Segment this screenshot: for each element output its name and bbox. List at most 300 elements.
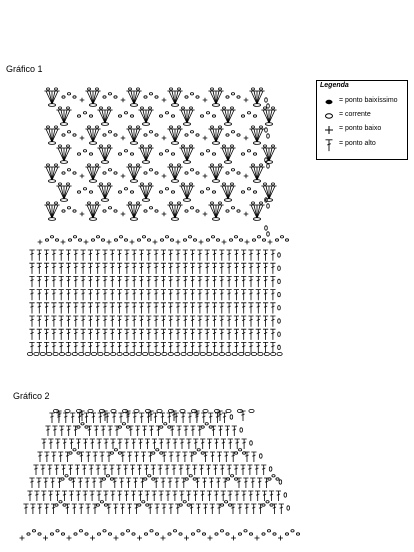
double-crochet-stitch [97,439,102,449]
double-crochet-stitch [227,316,232,327]
double-crochet-stitch [124,491,129,501]
double-crochet-stitch [263,276,268,287]
double-crochet-stitch [240,465,245,475]
double-crochet-stitch [256,342,261,353]
chain-loop [191,530,205,536]
chain-loop [62,207,76,213]
chain-stitch [278,319,281,323]
legend-title: Legenda [320,82,349,89]
double-crochet-stitch [37,504,42,514]
double-crochet-stitch [158,465,163,475]
double-crochet-stitch [183,329,188,340]
double-crochet-stitch [110,263,115,274]
double-crochet-stitch [44,303,49,314]
single-crochet-stitch [222,240,227,245]
chart2-title: Gráfico 2 [13,391,50,401]
double-crochet-stitch [210,504,215,514]
double-crochet-stitch [95,263,100,274]
double-crochet-stitch [78,478,83,488]
double-crochet-stitch [131,439,136,449]
double-crochet-stitch [95,250,100,261]
double-crochet-stitch [108,426,113,436]
shell-cluster [44,88,59,107]
double-crochet-stitch [234,290,239,301]
double-crochet-stitch [161,504,166,514]
chain-loop [144,530,158,536]
chain-stitch [134,409,139,412]
double-crochet-stitch [190,303,195,314]
double-crochet-stitch [132,329,137,340]
double-crochet-stitch [185,465,190,475]
chain-stitch [240,428,243,432]
double-crochet-stitch [207,439,212,449]
chain-stitch [278,266,281,270]
shell-cluster [249,126,264,145]
chain-loop [229,236,242,242]
double-crochet-stitch [102,329,107,340]
double-crochet-stitch [168,329,173,340]
double-crochet-stitch [212,329,217,340]
double-crochet-stitch [132,276,137,287]
double-crochet-stitch [51,290,56,301]
double-crochet-stitch [72,504,77,514]
double-crochet-stitch [51,250,56,261]
chain-stitch [187,352,192,355]
double-crochet-stitch [161,250,166,261]
double-crochet-stitch [216,478,221,488]
double-crochet-stitch [254,465,259,475]
chain-stitch [226,352,231,355]
shell-cluster [138,145,153,164]
double-crochet-stitch [139,276,144,287]
single-crochet-stitch [244,212,249,217]
double-crochet-stitch [135,426,140,436]
chain-stitch [27,352,32,355]
double-crochet-stitch [212,263,217,274]
double-crochet-stitch [73,342,78,353]
double-crochet-stitch [234,316,239,327]
double-crochet-stitch [154,290,159,301]
chain-loop [159,188,174,194]
double-crochet-stitch [73,290,78,301]
double-crochet-stitch [89,465,94,475]
shell-cluster [126,88,141,107]
shell-cluster [249,88,264,107]
double-crochet-stitch [45,426,50,436]
chain-loop [144,131,158,137]
double-crochet-stitch [117,303,122,314]
double-crochet-stitch [48,491,53,501]
double-crochet-stitch [79,504,84,514]
double-crochet-stitch [95,342,100,353]
chain-loop [103,169,117,175]
chain-loop [103,93,117,99]
double-crochet-stitch [83,439,88,449]
chain-loop [183,236,196,242]
double-crochet-stitch [110,342,115,353]
chain-loop [185,93,199,99]
chain-loop [168,530,182,536]
double-crochet-stitch [227,303,232,314]
double-crochet-stitch [161,329,166,340]
double-crochet-stitch [225,426,230,436]
double-crochet-stitch [212,250,217,261]
single-crochet-stitch [121,212,126,217]
double-crochet-stitch [34,491,39,501]
double-crochet-stitch [248,342,253,353]
double-crochet-stitch [168,342,173,353]
double-crochet-stitch [48,439,53,449]
shell-cluster [220,107,235,126]
chain-loop [114,236,127,242]
double-crochet-stitch [234,465,239,475]
double-crochet-stitch [130,465,135,475]
chain-stitch [278,306,281,310]
chain-loop [110,449,121,455]
double-crochet-stitch [73,250,78,261]
chain-loop [252,236,265,242]
single-crochet-stitch [203,212,208,217]
double-crochet-stitch [227,465,232,475]
double-crochet-stitch [228,491,233,501]
double-crochet-stitch [263,316,268,327]
chain-stitch [267,232,270,236]
double-crochet-stitch [47,465,52,475]
double-crochet-stitch [248,263,253,274]
single-crochet-stitch [107,240,112,245]
chain-loop [241,112,256,118]
chain-loop [62,93,76,99]
double-crochet-stitch [102,276,107,287]
single-crochet-stitch [203,98,208,103]
double-crochet-stitch [94,426,99,436]
double-crochet-stitch [179,491,184,501]
double-crochet-stitch [37,250,42,261]
chain-loop [241,188,256,194]
double-crochet-stitch [270,342,275,353]
double-crochet-stitch [212,316,217,327]
double-crochet-stitch [190,276,195,287]
double-crochet-stitch [183,250,188,261]
single-crochet-stitch [199,240,204,245]
double-crochet-stitch [139,413,144,423]
chain-loop [144,207,158,213]
chain-loop [160,236,173,242]
double-crochet-stitch [44,342,49,353]
double-crochet-stitch [102,342,107,353]
single-crochet-stitch [130,240,135,245]
double-crochet-stitch [202,478,207,488]
double-crochet-stitch [179,439,184,449]
double-crochet-stitch [263,342,268,353]
double-crochet-stitch [132,290,137,301]
double-crochet-stitch [161,276,166,287]
single-crochet-stitch [231,536,236,541]
double-crochet-stitch [73,276,78,287]
chain-loop [227,475,238,481]
double-crochet-stitch [154,263,159,274]
double-crochet-stitch [221,491,226,501]
double-crochet-stitch [263,329,268,340]
double-crochet-stitch [219,329,224,340]
double-crochet-stitch [197,316,202,327]
double-crochet-stitch [161,316,166,327]
double-crochet-stitch [59,303,64,314]
double-crochet-stitch [161,478,166,488]
double-crochet-stitch [212,276,217,287]
double-crochet-stitch [124,439,129,449]
double-crochet-stitch [43,478,48,488]
double-crochet-stitch [37,276,42,287]
double-crochet-stitch [59,250,64,261]
shell-cluster [44,202,59,221]
double-crochet-stitch [206,465,211,475]
double-crochet-stitch [214,439,219,449]
chain-loop [69,449,80,455]
double-crochet-stitch [160,413,165,423]
double-crochet-stitch [49,413,54,423]
double-crochet-stitch [165,491,170,501]
shell-cluster [249,164,264,183]
double-crochet-stitch [88,276,93,287]
single-crochet-stitch [208,536,213,541]
single-crochet-stitch [184,536,189,541]
double-crochet-stitch [37,290,42,301]
single-crochet-stitch [244,98,249,103]
double-crochet-stitch [117,342,122,353]
chain-loop [193,449,204,455]
double-crochet-stitch [232,426,237,436]
double-crochet-stitch [75,465,80,475]
shell-cluster [167,202,182,221]
single-crochet-stitch [162,136,167,141]
double-crochet-stitch [197,290,202,301]
double-crochet-stitch [154,250,159,261]
chain-loop [221,501,232,507]
double-crochet-stitch [205,303,210,314]
double-crochet-stitch [117,250,122,261]
double-crochet-stitch [131,491,136,501]
double-crochet-stitch [161,290,166,301]
shell-cluster [167,164,182,183]
shell-cluster [85,202,100,221]
double-crochet-stitch [172,491,177,501]
double-crochet-stitch [256,316,261,327]
double-crochet-stitch [119,478,124,488]
double-crochet-stitch [95,276,100,287]
double-crochet-stitch [241,276,246,287]
double-crochet-stitch [88,263,93,274]
double-crochet-stitch [248,276,253,287]
legend-label: = ponto alto [339,140,376,147]
double-crochet-stitch [110,276,115,287]
double-crochet-stitch [212,342,217,353]
double-crochet-stitch [192,465,197,475]
double-crochet-stitch [256,250,261,261]
double-crochet-stitch [37,303,42,314]
chain-loop [160,423,171,429]
double-crochet-stitch [217,452,222,462]
double-crochet-stitch [200,491,205,501]
double-crochet-stitch [169,452,174,462]
single-crochet-stitch [203,174,208,179]
double-crochet-stitch [234,303,239,314]
double-crochet-stitch [241,329,246,340]
double-crochet-stitch [219,290,224,301]
double-crochet-stitch [205,250,210,261]
double-crochet-stitch [56,413,61,423]
shell-cluster [138,107,153,126]
double-crochet-stitch [256,290,261,301]
chain-loop [77,188,92,194]
double-crochet-stitch [116,465,121,475]
double-crochet-stitch [154,329,159,340]
double-crochet-stitch [29,478,34,488]
double-crochet-stitch [126,478,131,488]
double-crochet-stitch [117,329,122,340]
double-crochet-stitch [270,250,275,261]
shell-cluster [220,145,235,164]
double-crochet-stitch [66,303,71,314]
shell-cluster [261,183,276,202]
double-crochet-stitch [76,491,81,501]
double-crochet-stitch [155,504,160,514]
t-stitch-icon [323,138,335,152]
shell-cluster [220,183,235,202]
legend-row-ponto-baixissimo [321,95,407,109]
double-crochet-stitch [152,439,157,449]
chain-stitch [267,134,270,138]
double-crochet-stitch [186,439,191,449]
legend-box [316,80,408,160]
double-crochet-stitch [132,413,137,423]
double-crochet-stitch [59,263,64,274]
double-crochet-stitch [183,276,188,287]
double-crochet-stitch [85,478,90,488]
single-crochet-stitch [90,536,95,541]
double-crochet-stitch [146,250,151,261]
double-crochet-stitch [248,250,253,261]
double-crochet-stitch [124,342,129,353]
single-crochet-stitch [121,98,126,103]
double-crochet-stitch [37,452,42,462]
chain-stitch [162,352,167,355]
double-crochet-stitch [117,439,122,449]
double-crochet-stitch [44,263,49,274]
double-crochet-stitch [142,426,147,436]
double-crochet-stitch [168,316,173,327]
open-oval-icon [323,109,335,123]
shell-cluster [179,183,194,202]
double-crochet-stitch [102,290,107,301]
double-crochet-stitch [182,452,187,462]
chain-loop [226,131,240,137]
double-crochet-stitch [197,276,202,287]
single-crochet-stitch [278,536,283,541]
shell-cluster [179,107,194,126]
double-crochet-stitch [73,329,78,340]
chain-stitch [284,493,287,497]
double-crochet-stitch [167,478,172,488]
chain-loop [102,475,113,481]
double-crochet-stitch [81,303,86,314]
chain-stitch [136,352,141,355]
double-crochet-stitch [227,263,232,274]
double-crochet-stitch [51,342,56,353]
shell-cluster [44,126,59,145]
chain-loop [103,207,117,213]
double-crochet-stitch [139,342,144,353]
double-crochet-stitch [90,491,95,501]
double-crochet-stitch [241,263,246,274]
chain-loop [138,501,149,507]
double-crochet-stitch [81,250,86,261]
double-crochet-stitch [154,316,159,327]
double-crochet-stitch [146,263,151,274]
double-crochet-stitch [270,276,275,287]
double-crochet-stitch [270,329,275,340]
double-crochet-stitch [221,439,226,449]
double-crochet-stitch [95,303,100,314]
double-crochet-stitch [234,263,239,274]
double-crochet-stitch [197,303,202,314]
single-crochet-stitch [121,136,126,141]
double-crochet-stitch [171,465,176,475]
double-crochet-stitch [66,316,71,327]
double-crochet-stitch [263,303,268,314]
double-crochet-stitch [132,250,137,261]
double-crochet-stitch [208,413,213,423]
chain-loop [91,236,104,242]
double-crochet-stitch [52,426,57,436]
double-crochet-stitch [29,342,34,353]
double-crochet-stitch [59,316,64,327]
double-crochet-stitch [98,413,103,423]
double-crochet-stitch [235,439,240,449]
legend-row-ponto-baixo [321,123,407,137]
double-crochet-stitch [175,250,180,261]
chain-loop [61,475,72,481]
double-crochet-stitch [44,250,49,261]
double-crochet-stitch [197,250,202,261]
double-crochet-stitch [110,439,115,449]
double-crochet-stitch [117,290,122,301]
double-crochet-stitch [29,290,34,301]
chain-stitch [155,352,160,355]
double-crochet-stitch [144,465,149,475]
double-crochet-stitch [205,276,210,287]
shell-cluster [97,107,112,126]
chain-loop [285,530,299,536]
double-crochet-stitch [124,303,129,314]
double-crochet-stitch [167,413,172,423]
double-crochet-stitch [88,342,93,353]
double-crochet-stitch [256,303,261,314]
chain-stitch [264,352,269,355]
chain-stitch [258,352,263,355]
double-crochet-stitch [203,504,208,514]
double-crochet-stitch [124,329,129,340]
single-crochet-stitch [61,240,66,245]
double-crochet-stitch [168,290,173,301]
double-crochet-stitch [159,439,164,449]
double-crochet-stitch [125,413,130,423]
double-crochet-stitch [263,250,268,261]
double-crochet-stitch [187,413,192,423]
chain-loop [226,93,240,99]
chain-loop [27,530,41,536]
double-crochet-stitch [234,491,239,501]
